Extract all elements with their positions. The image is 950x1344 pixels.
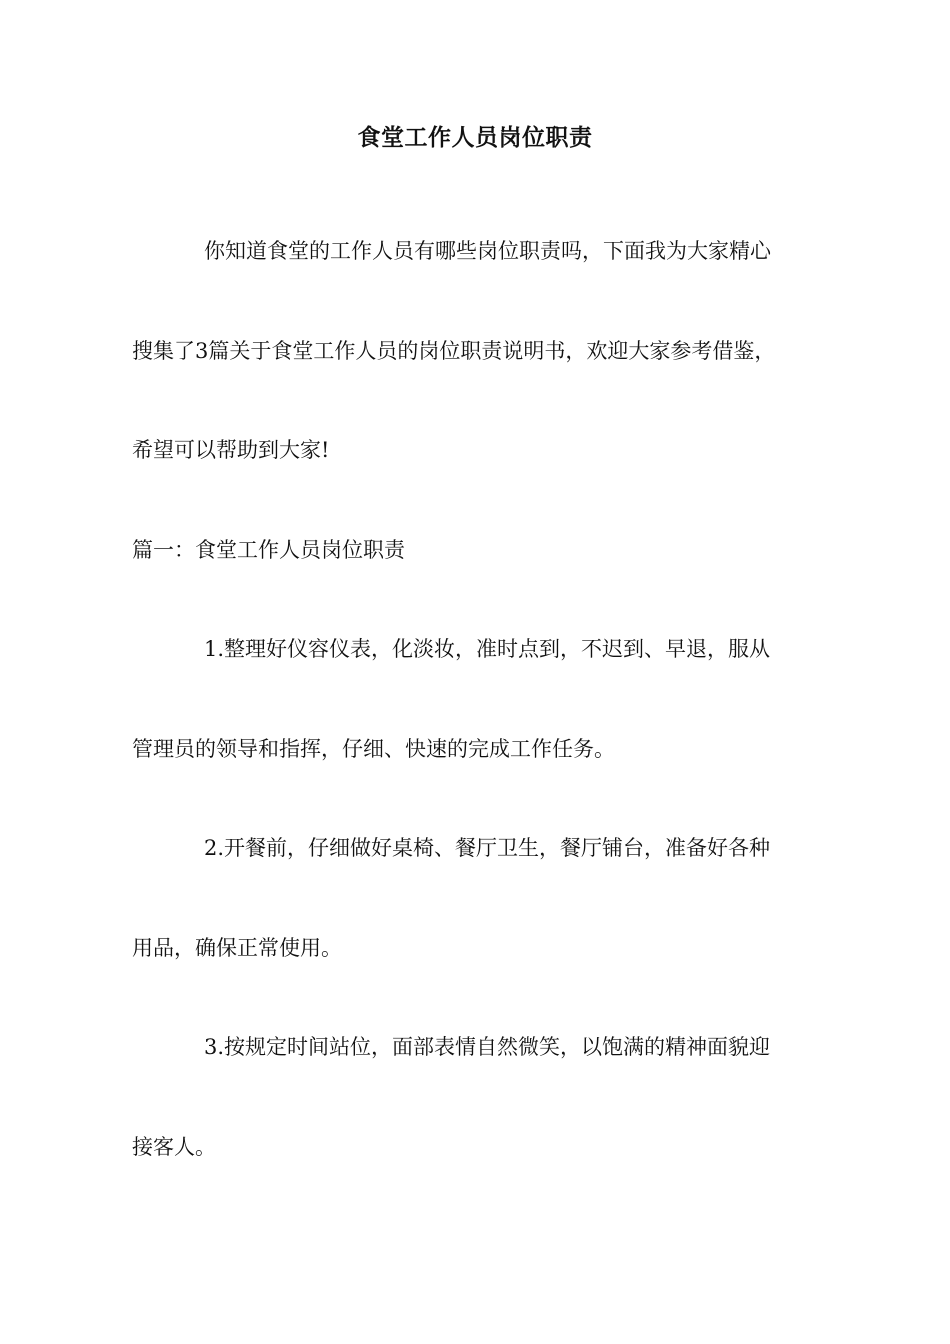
intro-paragraph-line-2: 搜集了3篇关于食堂工作人员的岗位职责说明书，欢迎大家参考借鉴， [132, 338, 776, 363]
item-2-line-2: 用品，确保正常使用。 [132, 935, 342, 960]
section-heading: 篇一：食堂工作人员岗位职责 [132, 537, 405, 562]
intro-paragraph-line-3: 希望可以帮助到大家! [132, 438, 330, 462]
document-body [132, 202, 822, 1197]
item-1-line-2: 管理员的领导和指挥，仔细、快速的完成工作任务。 [132, 736, 615, 761]
item-2-line-1: 2.开餐前，仔细做好桌椅、餐厅卫生，餐厅铺台，准备好各种 [204, 836, 771, 860]
item-3-line-2: 接客人。 [132, 1134, 216, 1159]
item-3-line-1: 3.按规定时间站位，面部表情自然微笑，以饱满的精神面貌迎 [204, 1035, 771, 1059]
item-1-line-1: 1.整理好仪容仪表，化淡妆，准时点到，不迟到、早退，服从 [204, 637, 771, 661]
intro-paragraph-line-1: 你知道食堂的工作人员有哪些岗位职责吗，下面我为大家精心 [204, 239, 771, 263]
document-title: 食堂工作人员岗位职责 [357, 125, 593, 151]
